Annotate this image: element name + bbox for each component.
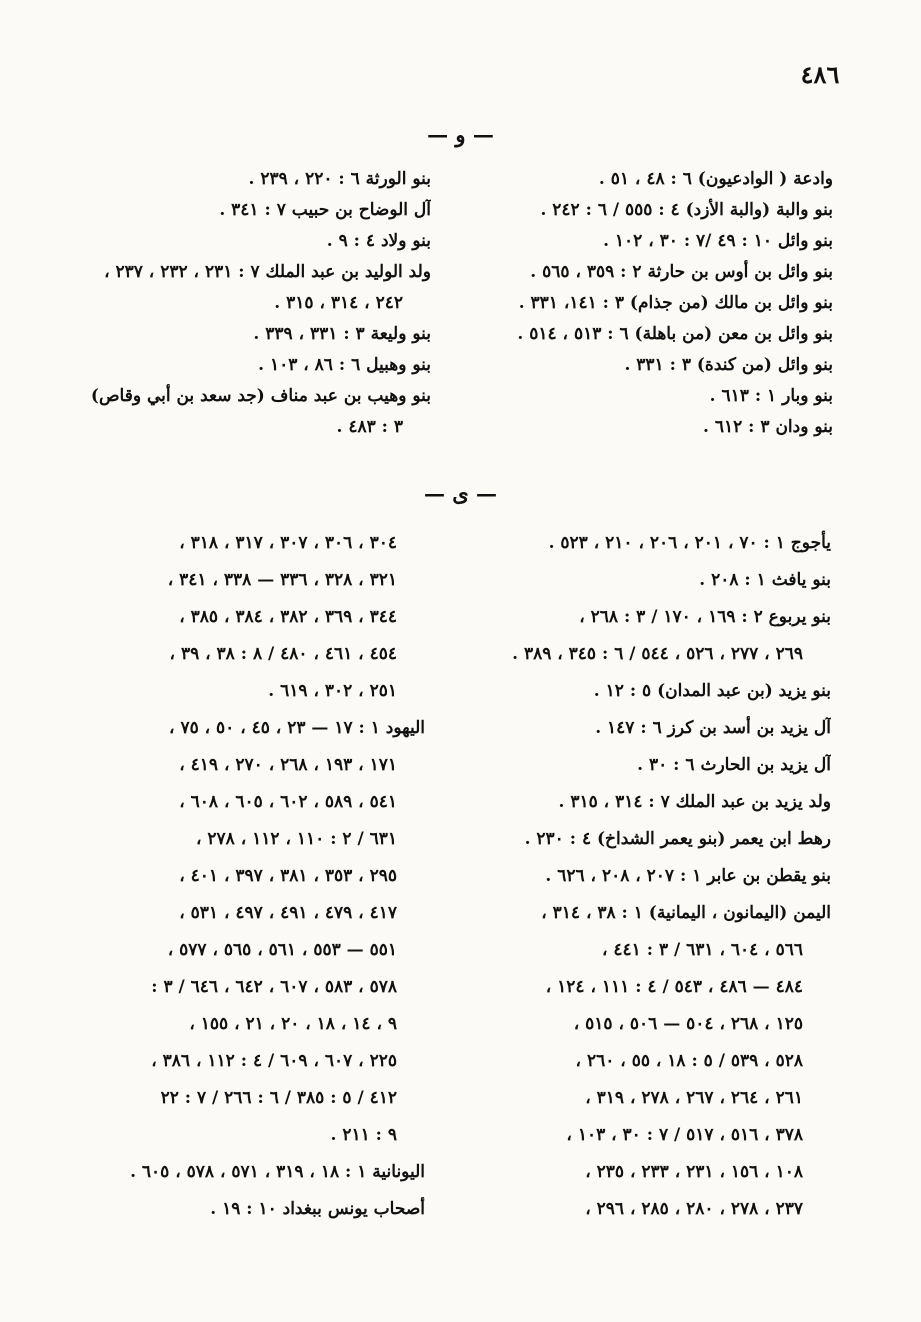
- index-entry: بنو وائل بن أوس بن حارثة ٢ : ٣٥٩ ، ٥٦٥ .: [530, 262, 833, 282]
- index-entry: ولد يزيد بن عبد الملك ٧ : ٣١٤ ، ٣١٥ .: [558, 792, 831, 812]
- page-number: ٤٨٦: [800, 60, 840, 89]
- index-entry: بنو يقطن بن عابر ١ : ٢٠٧ ، ٢٠٨ ، ٦٢٦ .: [545, 866, 831, 886]
- index-entry: ١٧١ ، ١٩٣ ، ٢٦٨ ، ٢٧٠ ، ٤١٩ ،: [179, 755, 397, 775]
- index-entry: ٥٧٨ ، ٥٨٣ ، ٦٠٧ ، ٦٤٢ ، ٦٤٦ / ٣ :: [151, 977, 397, 997]
- index-entry: بنو وهبيل ٦ : ٨٦ ، ١٠٣ .: [258, 355, 431, 375]
- index-entry: ولد الوليد بن عبد الملك ٧ : ٢٣١ ، ٢٣٢ ، ٢٣٧ ،: [104, 262, 431, 282]
- index-entry: آل الوضاح بن حبيب ٧ : ٣٤١ .: [219, 200, 431, 220]
- index-entry: ٥٢٨ ، ٥٣٩ / ٥ : ١٨ ، ٥٥ ، ٢٦٠ ،: [575, 1051, 803, 1071]
- index-entry: وادعة ( الوادعيون) ٦ : ٤٨ ، ٥١ .: [598, 169, 833, 189]
- index-entry: ٤١٢ / ٥ : ٣٨٥ / ٦ : ٢٦٦ / ٧ : ٢٢: [160, 1088, 397, 1108]
- index-entry: ٥٤١ ، ٥٨٩ ، ٦٠٢ ، ٦٠٥ ، ٦٠٨ ،: [179, 792, 397, 812]
- section-header-waw: — و —: [427, 122, 494, 147]
- index-entry: ٢٥١ ، ٣٠٢ ، ٦١٩ .: [268, 681, 397, 701]
- index-entry: بنو وائل (من كندة) ٣ : ٣٣١ .: [624, 355, 833, 375]
- index-entry: بنو وائل بن مالك (من جذام) ٣ : ١٤١، ٣٣١ .: [518, 293, 833, 313]
- index-entry: ٩ : ٢١١ .: [330, 1125, 397, 1145]
- waw-right-column: [453, 164, 833, 443]
- index-entry: رهط ابن يعمر (بنو يعمر الشداخ) ٤ : ٢٣٠ .: [524, 829, 831, 849]
- index-entry: أصحاب يونس ببغداد ١٠ : ١٩ .: [210, 1199, 425, 1219]
- waw-left-column: [61, 164, 431, 443]
- ya-left-column: [65, 525, 425, 1228]
- index-entry: بنو وبار ١ : ٦١٣ .: [709, 386, 833, 406]
- index-entry: يأجوج ١ : ٧٠ ، ٢٠١ ، ٢٠٦ ، ٢١٠ ، ٥٢٣ .: [548, 533, 831, 553]
- index-entry: ٩ ، ١٤ ، ١٨ ، ٢٠ ، ٢١ ، ١٥٥ ،: [189, 1014, 397, 1034]
- index-entry: بنو ولاد ٤ : ٩ .: [326, 231, 431, 251]
- index-entry: بنو والبة (والبة الأزد) ٤ : ٥٥٥ / ٦ : ٢٤٢ .: [540, 200, 833, 220]
- index-entry: اليهود ١ : ١٧ — ٢٣ ، ٤٥ ، ٥٠ ، ٧٥ ،: [169, 718, 425, 738]
- index-entry: آل يزيد بن الحارث ٦ : ٣٠ .: [637, 755, 831, 775]
- index-entry: ٤٨٤ — ٤٨٦ ، ٥٤٣ / ٤ : ١١١ ، ١٢٤ ،: [545, 977, 803, 997]
- index-entry: اليمن (اليمانون ، اليمانية) ١ : ٣٨ ، ٣١٤ ،: [541, 903, 831, 923]
- index-entry: بنو وائل ١٠ : ٤٩ /٧ : ٣٠ ، ١٠٢ .: [603, 231, 833, 251]
- index-entry: بنو يزيد (بن عبد المدان) ٥ : ١٢ .: [593, 681, 831, 701]
- index-entry: ٣٠٤ ، ٣٠٦ ، ٣٠٧ ، ٣١٧ ، ٣١٨ ،: [179, 533, 397, 553]
- index-entry: ٥٥١ — ٥٥٣ ، ٥٦١ ، ٥٦٥ ، ٥٧٧ ،: [167, 940, 397, 960]
- index-entry: بنو وليعة ٣ : ٣٣١ ، ٣٣٩ .: [253, 324, 431, 344]
- index-entry: ٢٢٥ ، ٦٠٧ ، ٦٠٩ / ٤ : ١١٢ ، ٣٨٦ ،: [151, 1051, 397, 1071]
- index-entry: بنو يافث ١ : ٢٠٨ .: [699, 570, 831, 590]
- index-entry: ١٠٨ ، ١٥٦ ، ٢٣١ ، ٢٣٣ ، ٢٣٥ ،: [585, 1162, 803, 1182]
- index-entry: ٣٤٤ ، ٣٦٩ ، ٣٨٢ ، ٣٨٤ ، ٣٨٥ ،: [179, 607, 397, 627]
- index-entry: بنو الورثة ٦ : ٢٢٠ ، ٢٣٩ .: [248, 169, 431, 189]
- index-entry: ٢٦٩ ، ٢٧٧ ، ٥٢٦ ، ٥٤٤ / ٦ : ٣٤٥ ، ٣٨٩ .: [512, 644, 803, 664]
- index-entry: ٥٦٦ ، ٦٠٤ ، ٦٣١ / ٣ : ٤٤١ ،: [602, 940, 803, 960]
- index-entry: بنو وهيب بن عبد مناف (جد سعد بن أبي وقاص): [90, 386, 431, 406]
- index-entry: ٤١٧ ، ٤٧٩ ، ٤٩١ ، ٤٩٧ ، ٥٣١ ،: [179, 903, 397, 923]
- index-entry: اليونانية ١ : ١٨ ، ٣١٩ ، ٥٧١ ، ٥٧٨ ، ٦٠٥ .: [130, 1162, 425, 1182]
- index-entry: ٣٧٨ ، ٥١٦ ، ٥١٧ / ٧ : ٣٠ ، ١٠٣ ،: [566, 1125, 803, 1145]
- ya-right-column: [471, 525, 831, 1228]
- index-entry: ٦٣١ / ٢ : ١١٠ ، ١١٢ ، ٢٧٨ ،: [196, 829, 397, 849]
- index-entry: ٢٣٧ ، ٢٧٨ ، ٢٨٠ ، ٢٨٥ ، ٢٩٦ ،: [585, 1199, 803, 1219]
- index-entry: ٢٦١ ، ٢٦٤ ، ٢٦٧ ، ٢٧٨ ، ٣١٩ ،: [585, 1088, 803, 1108]
- index-entry: ١٢٥ ، ٢٦٨ ، ٥٠٤ — ٥٠٦ ، ٥١٥ ،: [573, 1014, 803, 1034]
- index-entry: بنو ودان ٣ : ٦١٢ .: [703, 417, 833, 437]
- index-entry: ٣٢١ ، ٣٢٨ ، ٣٣٦ — ٣٣٨ ، ٣٤١ ،: [167, 570, 397, 590]
- index-entry: بنو يربوع ٢ : ١٦٩ ، ١٧٠ / ٣ : ٢٦٨ ،: [579, 607, 831, 627]
- index-entry: ٤٥٤ ، ٤٦١ ، ٤٨٠ / ٨ : ٣٨ ، ٣٩ ،: [169, 644, 397, 664]
- index-entry: ٢٩٥ ، ٣٥٣ ، ٣٨١ ، ٣٩٧ ، ٤٠١ ،: [179, 866, 397, 886]
- index-entry: ٣ : ٤٨٣ .: [336, 417, 403, 437]
- index-entry: آل يزيد بن أسد بن كرز ٦ : ١٤٧ .: [595, 718, 831, 738]
- index-entry: بنو وائل بن معن (من باهلة) ٦ : ٥١٣ ، ٥١٤ .: [517, 324, 833, 344]
- section-header-ya: — ى —: [423, 481, 498, 506]
- index-entry: ٢٤٢ ، ٣١٤ ، ٣١٥ .: [274, 293, 403, 313]
